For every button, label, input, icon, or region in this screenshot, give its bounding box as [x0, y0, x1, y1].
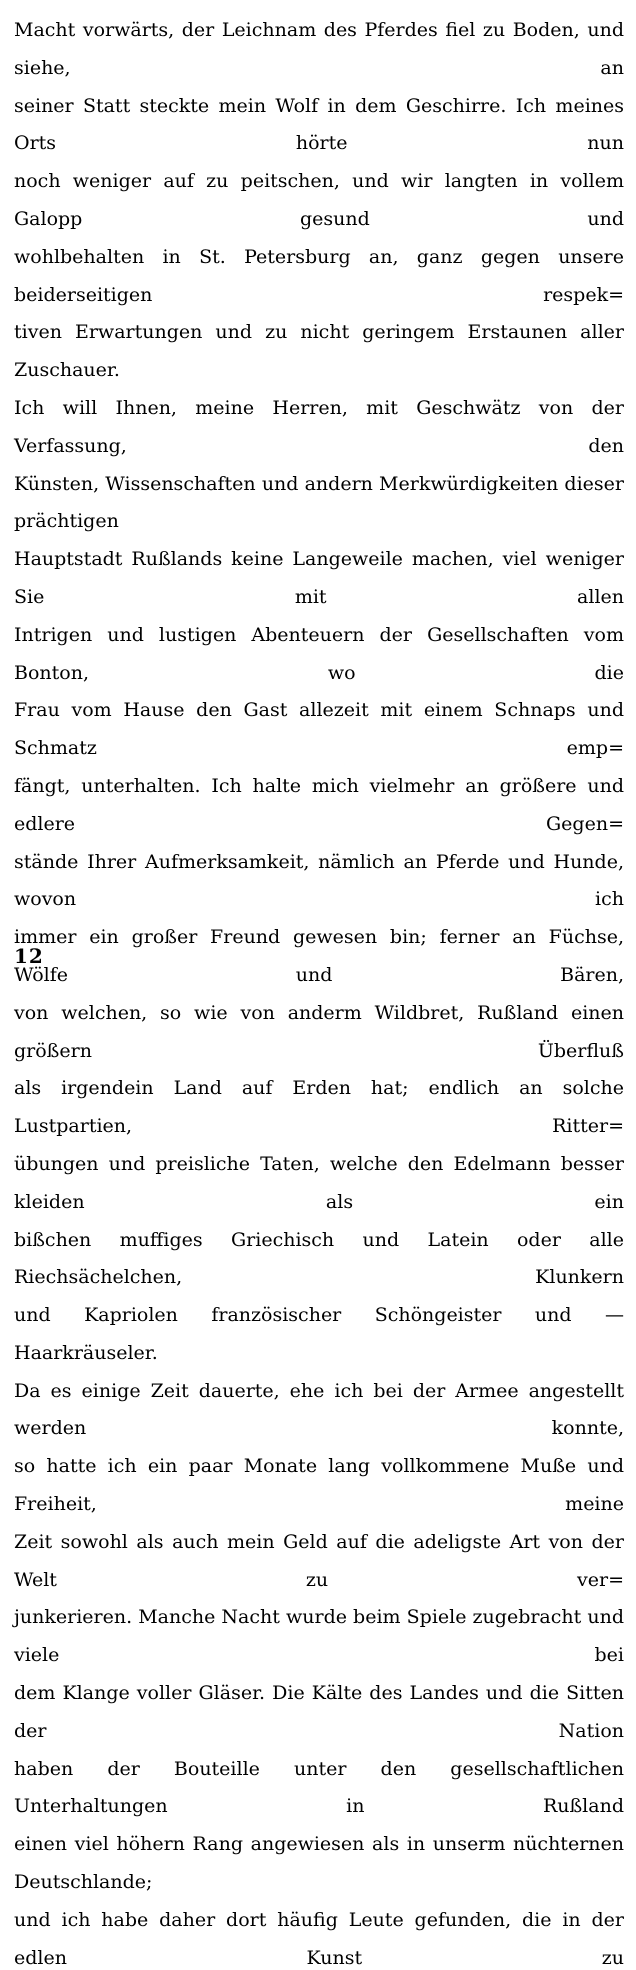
text-line: seiner Statt steckte mein Wolf in dem Geschirre. Ich meines Orts hörte nun	[14, 94, 624, 155]
text-line: von welchen, so wie von anderm Wildbret, Rußland einen größern Überfluß	[14, 1001, 624, 1062]
text-line: Ich will Ihnen, meine Herren, mit Geschwätz von der Verfassung, den	[14, 396, 624, 457]
text-line: und Kapriolen französischer Schöngeister und — Haarkräuseler.	[14, 1304, 624, 1364]
text-line: fängt, unterhalten. Ich halte mich vielmehr an größere und edlere Gegen=	[14, 774, 624, 835]
text-line: als irgendein Land auf Erden hat; endlich an solche Lustpartien, Ritter=	[14, 1077, 624, 1138]
text-line: Intrigen und lustigen Abenteuern der Gesellschaften vom Bonton, wo die	[14, 623, 624, 684]
text-line: Künsten, Wissenschaften und andern Merkwürdigkeiten dieser prächtigen	[14, 472, 624, 533]
text-line: dem Klange voller Gläser. Die Kälte des Landes und die Sitten der Nation	[14, 1682, 624, 1742]
text-line: immer ein großer Freund gewesen bin; ferner an Füchse, Wölfe und Bären,	[14, 926, 624, 986]
text-line: so hatte ich ein paar Monate lang vollkommene Muße und Freiheit, meine	[14, 1455, 624, 1516]
text-line: tiven Erwartungen und zu nicht geringem Erstaunen aller Zuschauer.	[14, 321, 624, 382]
text-line: haben der Bouteille unter den gesellschaftlichen Unterhaltungen in Rußland	[14, 1757, 624, 1818]
text-line: bißchen muffiges Griechisch und Latein oder alle Riechsächelchen, Klunkern	[14, 1228, 624, 1289]
page-number: 12	[14, 944, 44, 968]
text-line: stände Ihrer Aufmerksamkeit, nämlich an Pferde und Hunde, wovon ich	[14, 850, 624, 911]
text-line: junkerieren. Manche Nacht wurde beim Spiele zugebracht und viele bei	[14, 1606, 624, 1667]
text-line: noch weniger auf zu peitschen, und wir langten in vollem Galopp gesund und	[14, 170, 624, 230]
text-line: Hauptstadt Rußlands keine Langeweile machen, viel weniger Sie mit allen	[14, 548, 624, 608]
text-line: Zeit sowohl als auch mein Geld auf die adeligste Art von der Welt zu ver=	[14, 1530, 624, 1591]
text-line: einen viel höhern Rang angewiesen als in unserm nüchternen Deutschlande;	[14, 1833, 624, 1894]
text-line: und ich habe daher dort häufig Leute gefunden, die in der edlen Kunst zu	[14, 1908, 624, 1969]
text-line: Da es einige Zeit dauerte, ehe ich bei der Armee angestellt werden konnte,	[14, 1379, 624, 1440]
body-text	[14, 12, 624, 1970]
text-line: übungen und preisliche Taten, welche den Edelmann besser kleiden als ein	[14, 1152, 624, 1213]
text-line: wohlbehalten in St. Petersburg an, ganz gegen unsere beiderseitigen respek=	[14, 245, 624, 306]
text-line: Macht vorwärts, der Leichnam des Pferdes fiel zu Boden, und siehe, an	[14, 19, 624, 79]
text-line: Frau vom Hause den Gast allezeit mit einem Schnaps und Schmatz emp=	[14, 699, 624, 760]
